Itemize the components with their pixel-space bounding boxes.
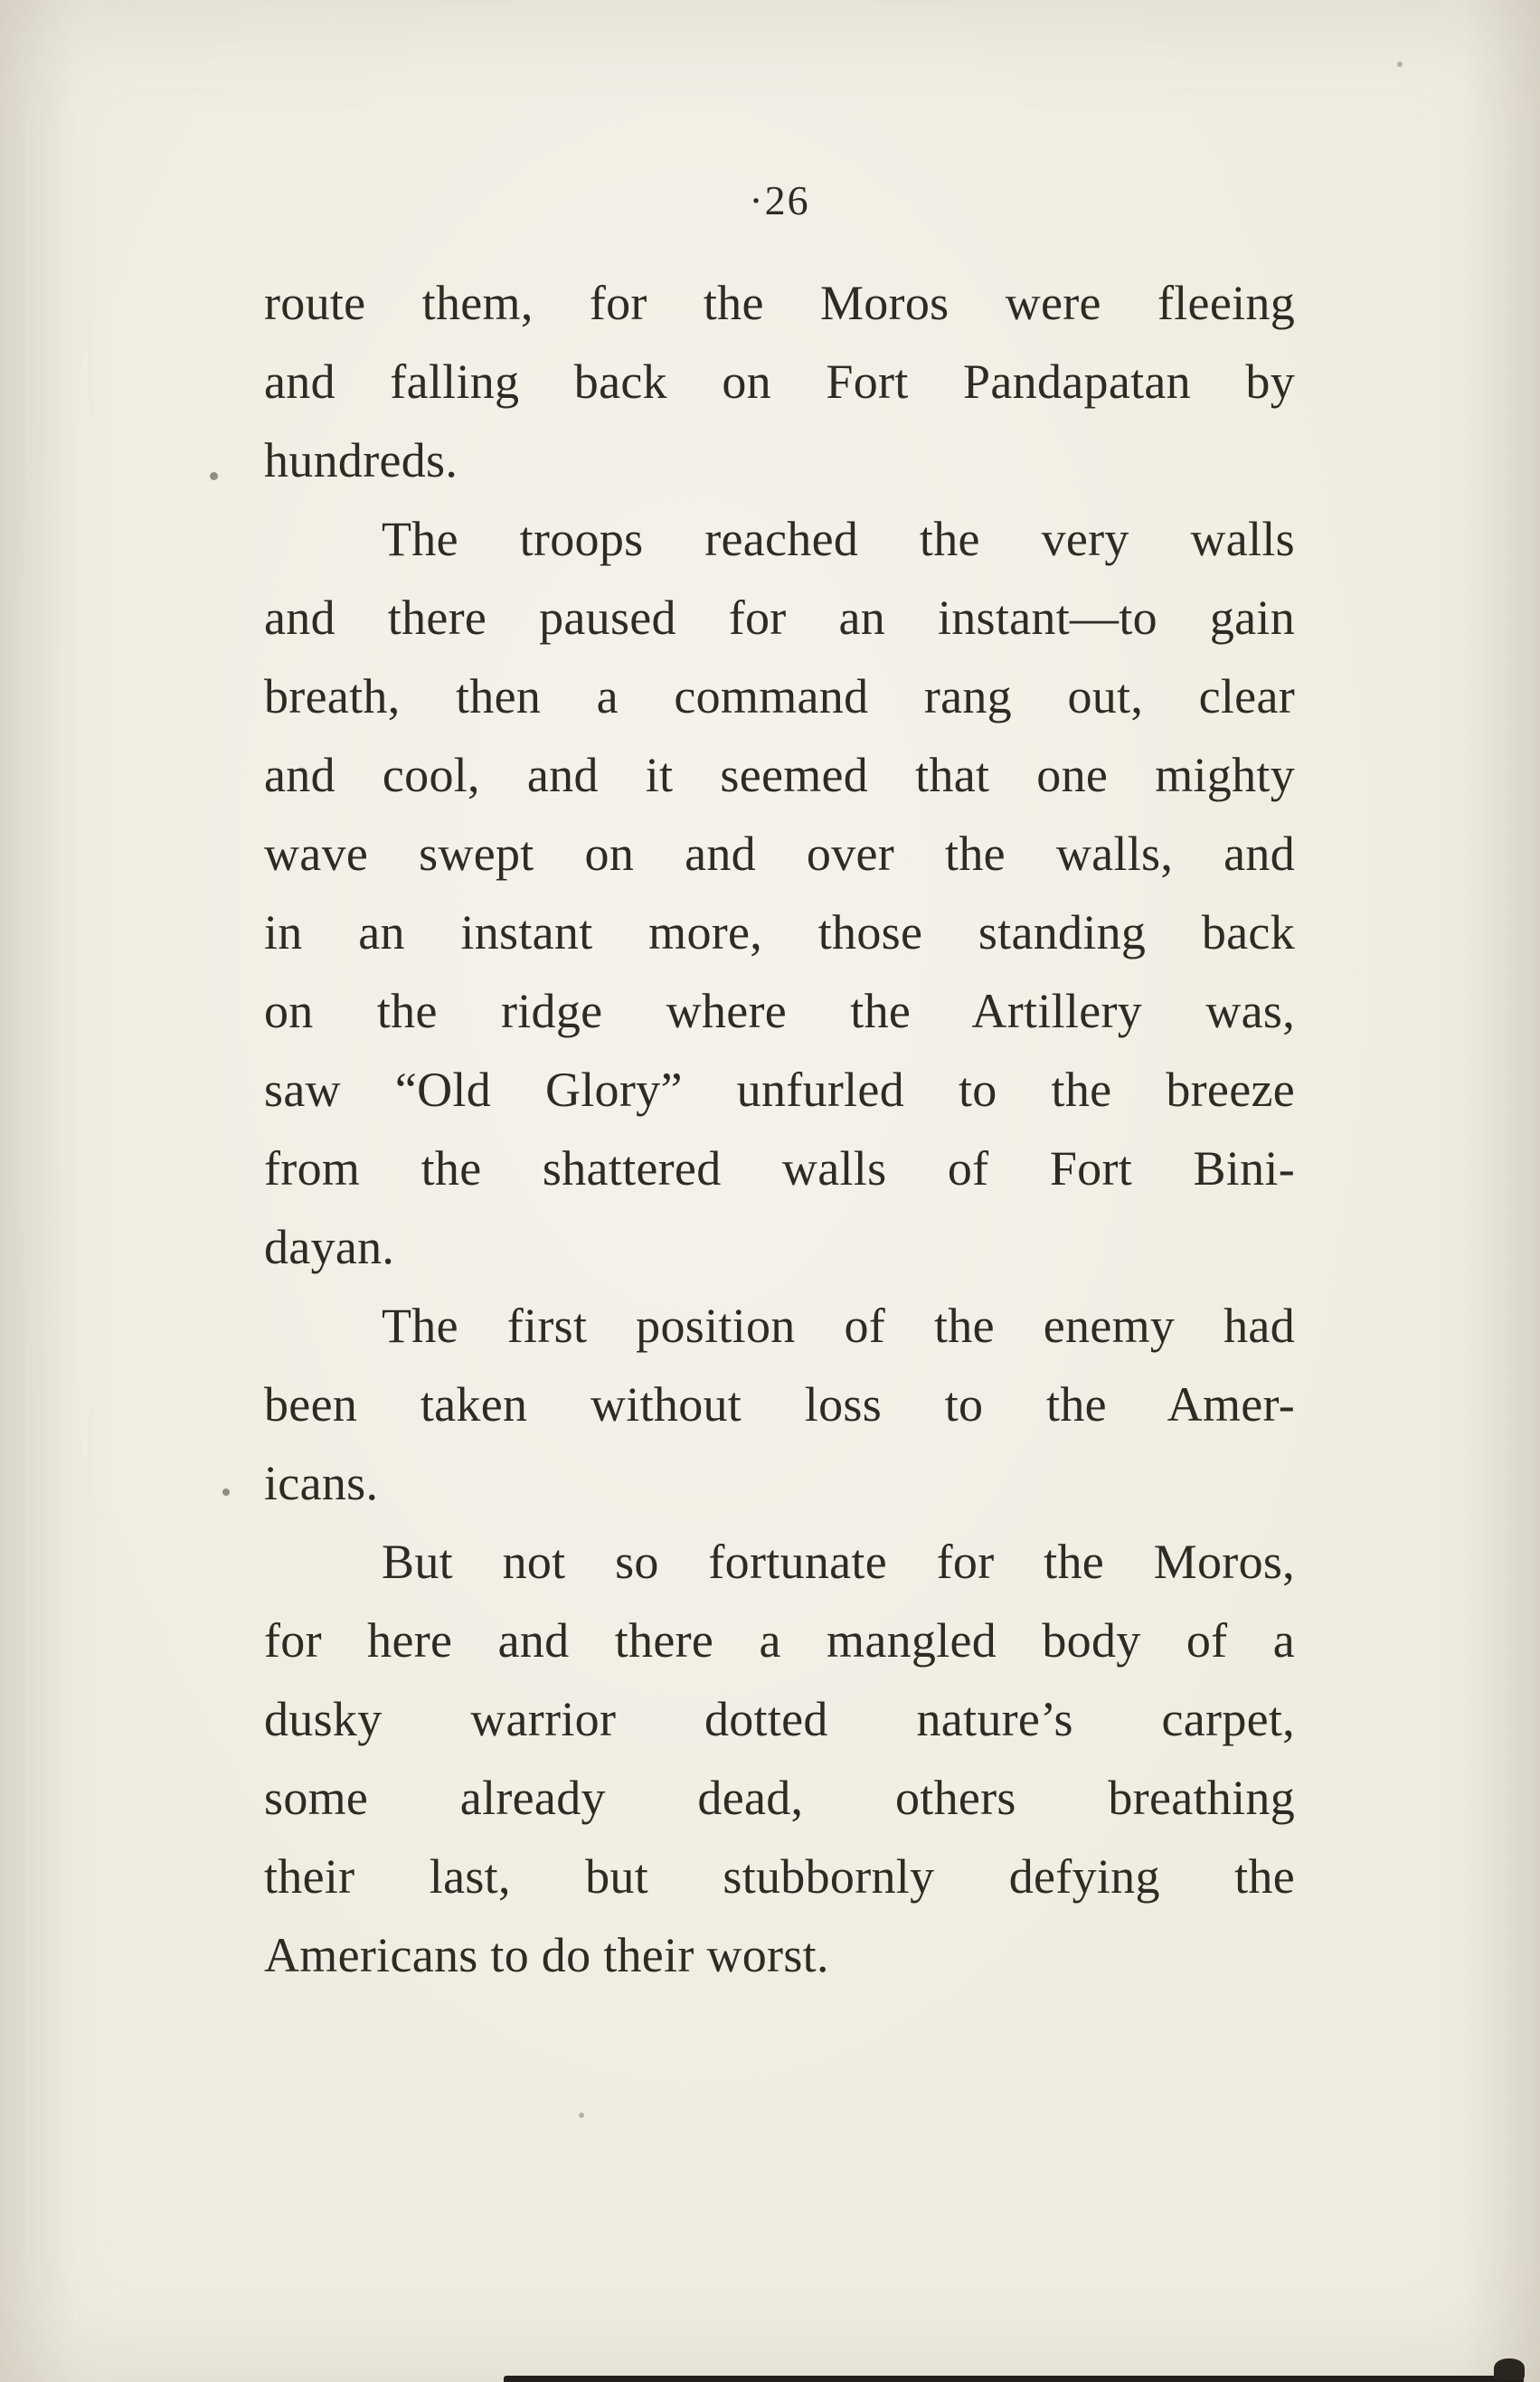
- text-line: wave swept on and over the walls, and: [264, 827, 1295, 881]
- text-line: for here and there a mangled body of a: [264, 1613, 1295, 1668]
- page-number: ·26: [749, 177, 810, 223]
- text-line: and falling back on Fort Pandapatan by: [264, 354, 1295, 409]
- scan-speck: [222, 1489, 230, 1496]
- scan-edge-artifact: [504, 2376, 1524, 2382]
- text-line: dusky warrior dotted nature’s carpet,: [264, 1692, 1295, 1746]
- text-line: some already dead, others breathing: [264, 1771, 1295, 1825]
- scan-corner-artifact: [1494, 2358, 1525, 2380]
- text-line: Americans to do their worst.: [264, 1928, 829, 1982]
- text-line: on the ridge where the Artillery was,: [264, 984, 1295, 1038]
- text-line: icans.: [264, 1456, 379, 1510]
- text-line: But not so fortunate for the Moros,: [382, 1535, 1295, 1589]
- text-line: route them, for the Moros were fleeing: [264, 276, 1295, 330]
- text-line: and cool, and it seemed that one mighty: [264, 748, 1295, 802]
- text-line: in an instant more, those standing back: [264, 905, 1295, 959]
- text-line: dayan.: [264, 1220, 395, 1274]
- text-line: and there paused for an instant—to gain: [264, 591, 1295, 645]
- text-line: been taken without loss to the Amer-: [264, 1377, 1295, 1432]
- text-line: hundreds.: [264, 433, 458, 487]
- scan-speck: [1397, 61, 1403, 67]
- text-line: their last, but stubbornly defying the: [264, 1849, 1295, 1904]
- text-line: saw “Old Glory” unfurled to the breeze: [264, 1063, 1295, 1117]
- scan-speck: [210, 472, 218, 480]
- text-line: breath, then a command rang out, clear: [264, 669, 1295, 723]
- scan-speck: [579, 2113, 584, 2118]
- text-line: from the shattered walls of Fort Bini-: [264, 1141, 1295, 1196]
- text-block: [264, 264, 1295, 1995]
- text-line: The troops reached the very walls: [382, 512, 1295, 566]
- text-line: The first position of the enemy had: [382, 1299, 1295, 1353]
